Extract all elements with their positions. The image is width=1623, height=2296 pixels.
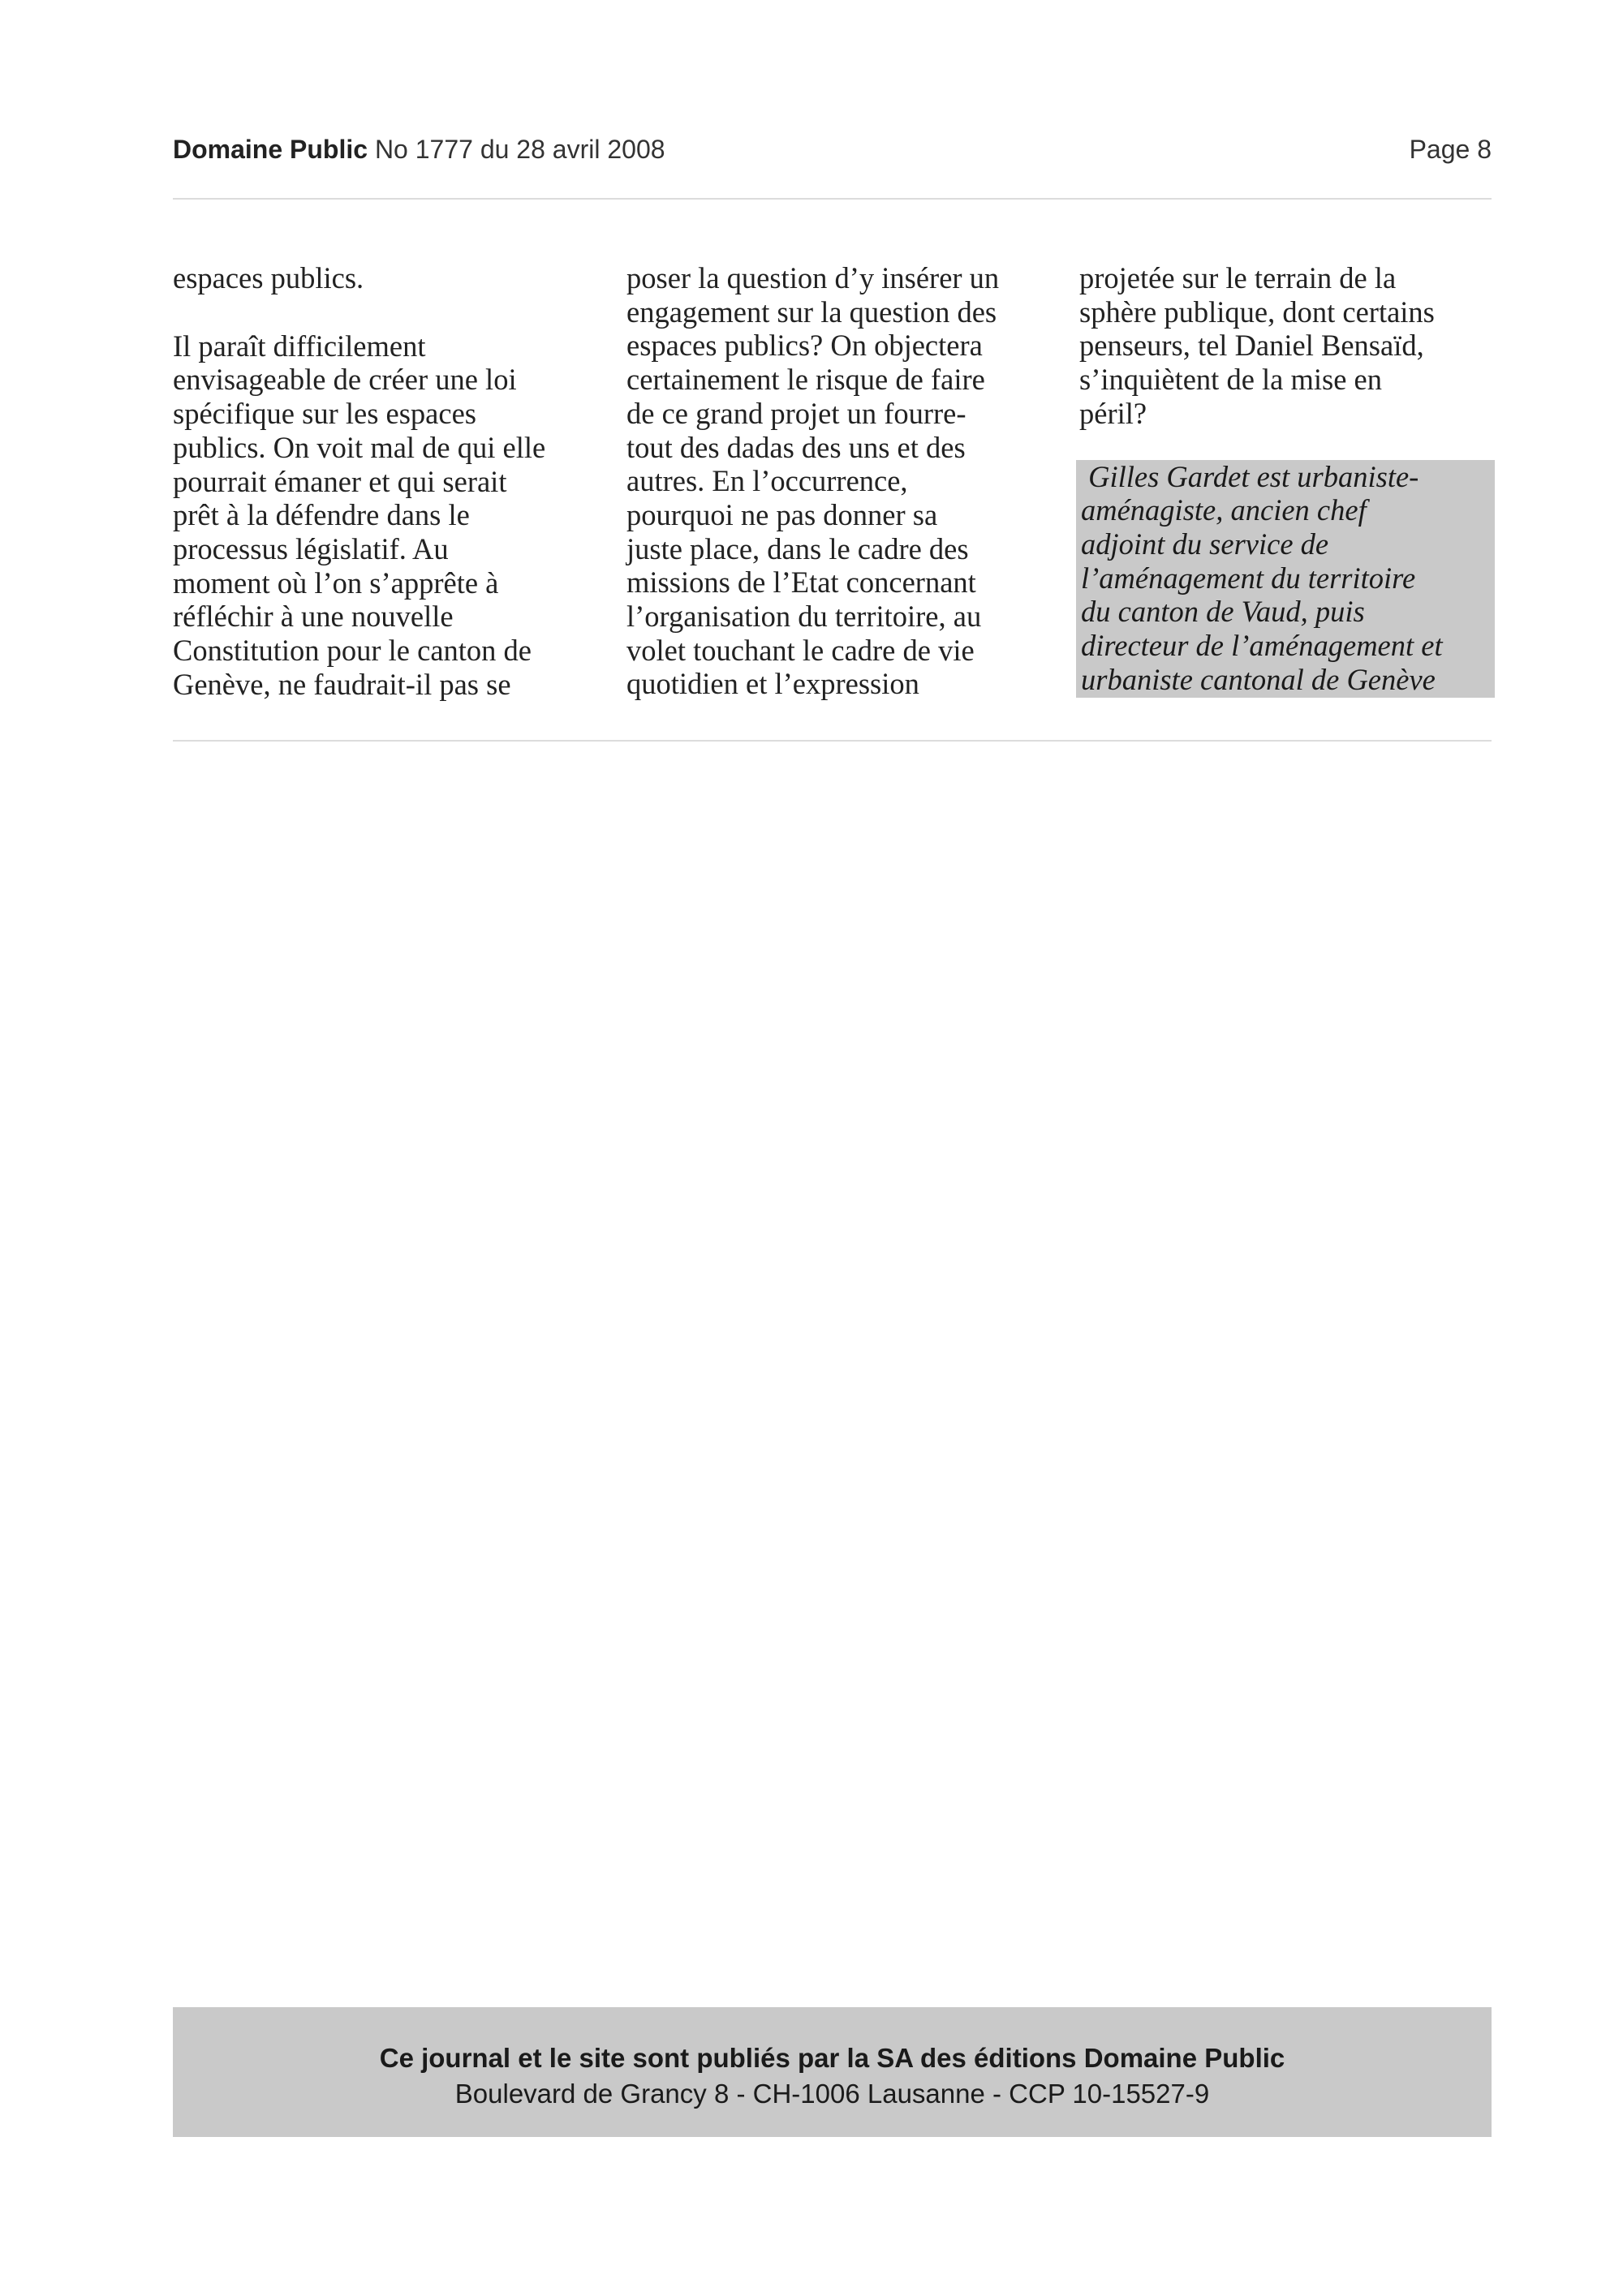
text-line: Constitution pour le canton de xyxy=(173,634,532,668)
text-line: Genève, ne faudrait-il pas se xyxy=(173,667,511,701)
bio-line: Gilles Gardet est urbaniste- xyxy=(1088,459,1419,493)
text-column-3 xyxy=(1079,261,1495,698)
text-line: volet touchant le cadre de vie xyxy=(626,633,975,667)
bio-line: urbaniste cantonal de Genève xyxy=(1081,662,1436,696)
text-line: l’organisation du territoire, au xyxy=(626,600,982,634)
bio-line: aménagiste, ancien chef xyxy=(1081,493,1367,527)
text-line: autres. En l’occurrence, xyxy=(626,464,908,498)
footer-publisher-line: Ce journal et le site sont publiés par la SA des éditions Domaine Public xyxy=(379,2043,1285,2073)
publication-name: Domaine Public xyxy=(173,135,368,164)
text-line: engagement sur la question des xyxy=(626,295,997,329)
paragraph xyxy=(173,329,587,702)
text-line: espaces publics? On objectera xyxy=(626,329,983,363)
text-line: publics. On voit mal de qui elle xyxy=(173,430,546,464)
text-line: quotidien et l’expression xyxy=(626,667,919,701)
text-line: juste place, dans le cadre des xyxy=(626,531,969,565)
text-line: pourquoi ne pas donner sa xyxy=(626,497,938,531)
text-line: sphère publique, dont certains xyxy=(1079,295,1435,329)
header-divider xyxy=(173,198,1492,200)
text-line: pourrait émaner et qui serait xyxy=(173,464,507,498)
bio-line: l’aménagement du territoire xyxy=(1081,561,1416,595)
text-line: certainement le risque de faire xyxy=(626,363,985,397)
text-column-2 xyxy=(626,261,1048,735)
page-number: Page 8 xyxy=(1409,135,1492,164)
issue-number: No 1777 du 28 avril 2008 xyxy=(374,135,665,164)
publisher-footer xyxy=(173,2007,1492,2137)
bio-line: du canton de Vaud, puis xyxy=(1081,595,1365,629)
text-line: Il paraît difficilement xyxy=(173,329,426,363)
author-bio xyxy=(1076,460,1495,699)
text-line: missions de l’Etat concernant xyxy=(626,565,976,600)
text-line: de ce grand projet un fourre- xyxy=(626,396,966,430)
paragraph xyxy=(626,261,1048,701)
footer-address-line: Boulevard de Grancy 8 - CH-1006 Lausanne - CCP 10-15527-9 xyxy=(454,2079,1210,2109)
text-column-1 xyxy=(173,261,587,735)
text-line: moment où l’on s’apprête à xyxy=(173,565,499,600)
paragraph xyxy=(1079,261,1495,431)
text-line: poser la question d’y insérer un xyxy=(626,261,1000,295)
paragraph xyxy=(173,261,587,295)
text-line: espaces publics. xyxy=(173,261,364,295)
text-line: spécifique sur les espaces xyxy=(173,397,476,431)
text-line: processus législatif. Au xyxy=(173,531,449,565)
header-issue-info xyxy=(173,135,665,165)
text-line: penseurs, tel Daniel Bensaïd, xyxy=(1079,329,1424,363)
text-line: s’inquiètent de la mise en xyxy=(1079,363,1383,397)
text-line: projetée sur le terrain de la xyxy=(1079,261,1397,295)
bio-line: adjoint du service de xyxy=(1081,527,1329,561)
article-end-divider xyxy=(173,740,1492,742)
text-line: péril? xyxy=(1079,396,1147,430)
text-line: tout des dadas des uns et des xyxy=(626,430,966,464)
text-line: prêt à la défendre dans le xyxy=(173,498,470,532)
text-line: réfléchir à une nouvelle xyxy=(173,600,454,634)
bio-line: directeur de l’aménagement et xyxy=(1081,629,1443,663)
text-line: envisageable de créer une loi xyxy=(173,363,517,397)
page-header xyxy=(173,131,1492,172)
